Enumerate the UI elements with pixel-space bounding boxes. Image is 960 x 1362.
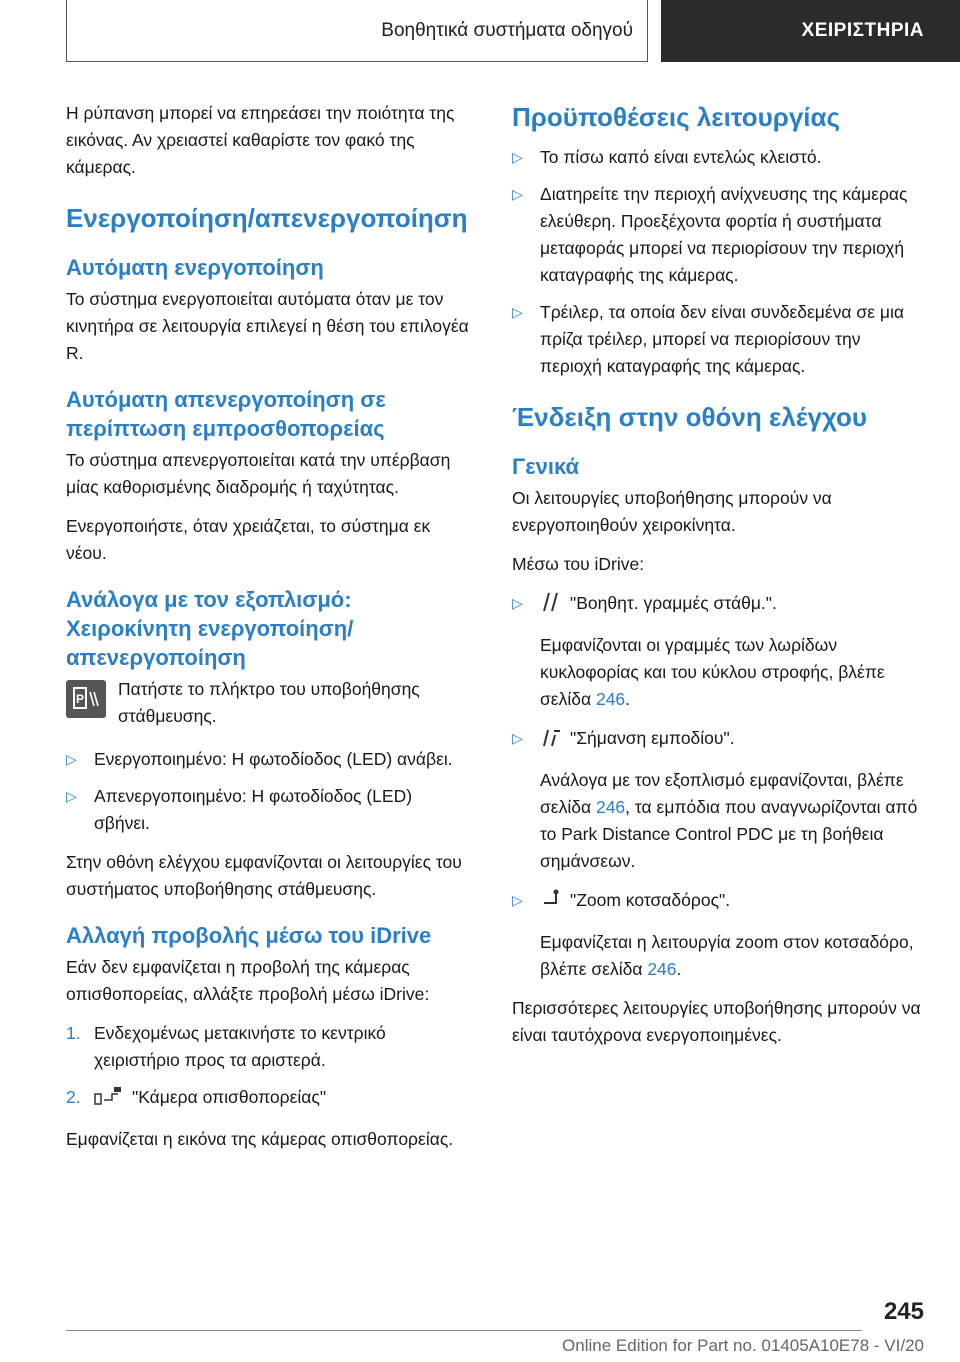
list-item: ▷ Διατηρείτε την περιοχή ανίχνευσης της κάμερας ελεύθερη. Προεξέχοντα φορτία ή συστήματα μεταφοράς μπορεί να περιορίσουν την περιοχή καταγραφής της κάμερας. bbox=[512, 181, 926, 289]
footer-divider bbox=[66, 1330, 862, 1331]
screen-paragraph: Στην οθόνη ελέγχου εμφανίζονται οι λειτουργίες του συστήματος υποβοήθησης στάθμευσης. bbox=[66, 852, 462, 899]
heading-display: Ένδειξη στην οθόνη ελέγχου bbox=[512, 402, 868, 432]
reactivate-paragraph: Ενεργοποιήστε, όταν χρειάζεται, το σύστημα εκ νέου. bbox=[66, 516, 431, 563]
camera-image-paragraph: Εμφανίζεται η εικόνα της κάμερας οπισθοπορείας. bbox=[66, 1129, 454, 1149]
triangle-bullet-icon: ▷ bbox=[66, 788, 77, 804]
section-title: Βοηθητικά συστήματα οδηγού bbox=[381, 19, 633, 41]
steps-list bbox=[66, 1020, 470, 1114]
triangle-bullet-icon: ▷ bbox=[66, 751, 77, 767]
heading-general: Γενικά bbox=[512, 454, 580, 479]
auto-on-paragraph: Το σύστημα ενεργοποιείται αυτόματα όταν με τον κινητήρα σε λειτουργία επιλεγεί η θέση του επιλογέα R. bbox=[66, 289, 469, 363]
functions-list bbox=[512, 887, 926, 917]
func3-description: Εμφανίζεται η λειτουργία zoom στον κοτσαδόρο, βλέπε σελίδα 246. bbox=[540, 932, 914, 979]
list-item: ▷ "Βοηθητ. γραμμές στάθμ.". bbox=[512, 590, 926, 620]
chapter-tab-label: ΧΕΙΡΙΣΤΗΡΙΑ bbox=[801, 20, 924, 41]
func1-description: Εμφανίζονται οι γραμμές των λωρίδων κυκλοφορίας και του κύκλου στροφής, βλέπε σελίδα 246. bbox=[540, 635, 885, 709]
park-assist-button-icon bbox=[66, 680, 106, 718]
page-link-246[interactable]: 246 bbox=[595, 797, 626, 817]
list-item: ▷ Ενεργοποιημένο: Η φωτοδίοδος (LED) ανάβει. bbox=[66, 746, 470, 773]
page-link-246[interactable]: 246 bbox=[595, 689, 626, 709]
park-assist-button-row bbox=[66, 676, 470, 730]
prerequisites-list bbox=[512, 144, 926, 380]
list-item: 1. Ενδεχομένως μετακινήστε το κεντρικό χειριστήριο προς τα αριστερά. bbox=[66, 1023, 386, 1070]
header-chapter-tab[interactable] bbox=[661, 0, 960, 62]
list-item: ▷ "Σήμανση εμποδίου". bbox=[512, 725, 926, 755]
heading-auto-on: Αυτόματη ενεργοποίηση bbox=[66, 255, 324, 280]
parking-lines-icon bbox=[540, 592, 562, 620]
list-item: ▷ Το πίσω καπό είναι εντελώς κλειστό. bbox=[512, 144, 926, 171]
intro-paragraph: Η ρύπανση μπορεί να επηρεάσει την ποιότητα της εικόνας. Αν χρειαστεί καθαρίστε τον φακό της κάμερας. bbox=[66, 103, 455, 177]
page-link-246[interactable]: 246 bbox=[647, 959, 677, 979]
left-column bbox=[66, 100, 470, 1165]
triangle-bullet-icon: ▷ bbox=[512, 186, 523, 202]
triangle-bullet-icon: ▷ bbox=[512, 304, 523, 320]
idrive-paragraph: Εάν δεν εμφανίζεται η προβολή της κάμερας οπισθοπορείας, αλλάξτε προβολή μέσω iDrive: bbox=[66, 957, 430, 1004]
heading-activation: Ενεργοποίηση/απενεργοποίηση bbox=[66, 203, 468, 233]
triangle-bullet-icon: ▷ bbox=[512, 149, 523, 165]
led-status-list bbox=[66, 746, 470, 837]
more-functions-paragraph: Περισσότερες λειτουργίες υποβοήθησης μπορούν να είναι ταυτόχρονα ενεργοποιημένες. bbox=[512, 998, 921, 1045]
list-item: 2. "Κάμερα οπισθοπορείας" bbox=[66, 1084, 470, 1114]
functions-list bbox=[512, 725, 926, 755]
general-paragraph: Οι λειτουργίες υποβοήθησης μπορούν να ενεργοποιηθούν χειροκίνητα. bbox=[512, 488, 832, 535]
heading-manual: Ανάλογα με τον εξοπλισμό: Χειροκίνητη ενεργοποίηση/απενεργοποίηση bbox=[66, 587, 354, 670]
right-column bbox=[512, 100, 926, 1061]
page-number: 245 bbox=[883, 1298, 924, 1325]
tow-hitch-zoom-icon bbox=[540, 889, 562, 917]
edition-footer: Online Edition for Part no. 01405A10E78 - VI/20 bbox=[562, 1336, 924, 1355]
heading-prerequisites: Προϋποθέσεις λειτουργίας bbox=[512, 102, 841, 132]
triangle-bullet-icon: ▷ bbox=[512, 892, 523, 908]
header-section-title bbox=[66, 0, 648, 62]
svg-text:P: P bbox=[76, 692, 85, 706]
triangle-bullet-icon: ▷ bbox=[512, 595, 523, 611]
list-item: ▷ "Zoom κοτσαδόρος". bbox=[512, 887, 926, 917]
list-item: ▷ Τρέιλερ, τα οποία δεν είναι συνδεδεμένα σε μια πρίζα τρέιλερ, μπορεί να περιορίσουν την περιοχή καταγραφής της κάμερας. bbox=[512, 299, 926, 380]
func2-description: Ανάλογα με τον εξοπλισμό εμφανίζονται, βλέπε σελίδα 246, τα εμπόδια που αναγνωρίζονται από το Park Distance Control PDC με τη βοήθεια σημάνσεων. bbox=[540, 770, 918, 871]
rear-camera-icon bbox=[94, 1086, 124, 1114]
list-item: ▷ Απενεργοποιημένο: Η φωτοδίοδος (LED) σβήνει. bbox=[66, 783, 470, 837]
via-idrive-paragraph: Μέσω του iDrive: bbox=[512, 554, 645, 574]
obstacle-marking-icon bbox=[540, 727, 562, 755]
functions-list bbox=[512, 590, 926, 620]
triangle-bullet-icon: ▷ bbox=[512, 730, 523, 746]
park-assist-button-text: Πατήστε το πλήκτρο του υποβοήθησης στάθμευσης. bbox=[118, 679, 420, 726]
auto-off-paragraph: Το σύστημα απενεργοποιείται κατά την υπέρβαση μίας καθορισμένης διαδρομής ή ταχύτητας. bbox=[66, 450, 451, 497]
heading-idrive: Αλλαγή προβολής μέσω του iDrive bbox=[66, 923, 432, 948]
heading-auto-off: Αυτόματη απενεργοποίηση σε περίπτωση εμπροσθοπορείας bbox=[66, 387, 386, 441]
